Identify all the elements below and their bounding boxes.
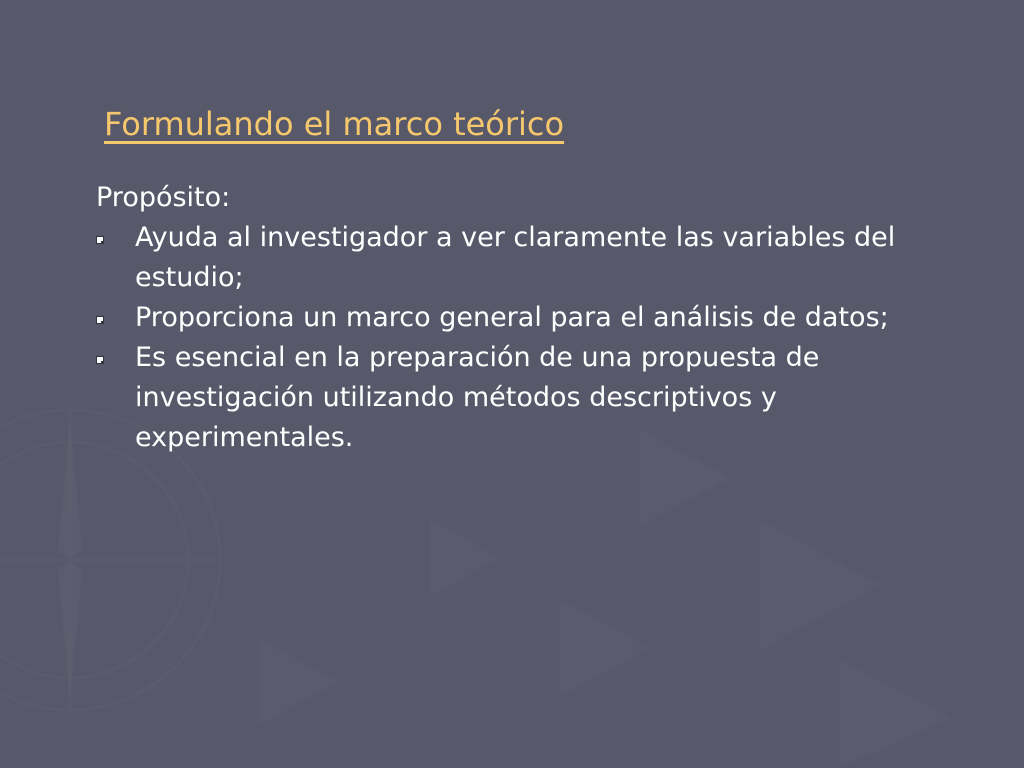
slide-body [96, 178, 956, 458]
slide-title: Formulando el marco teórico [104, 105, 565, 143]
square-bullet-icon [96, 316, 104, 324]
bullet-text: Ayuda al investigador a ver claramente las variables del estudio; [135, 222, 896, 293]
bullet-item [96, 218, 945, 298]
bullet-text: Proporciona un marco general para el análisis de datos; [135, 302, 889, 333]
square-bullet-icon [96, 236, 104, 244]
square-bullet-icon [96, 356, 104, 364]
purpose-label: Propósito: [96, 182, 231, 213]
bullet-text: Es esencial en la preparación de una propuesta de investigación utilizando métodos descriptivos y experimentales. [135, 342, 820, 453]
bullet-list [96, 218, 956, 458]
bullet-item [96, 338, 945, 458]
bullet-item [96, 298, 945, 338]
